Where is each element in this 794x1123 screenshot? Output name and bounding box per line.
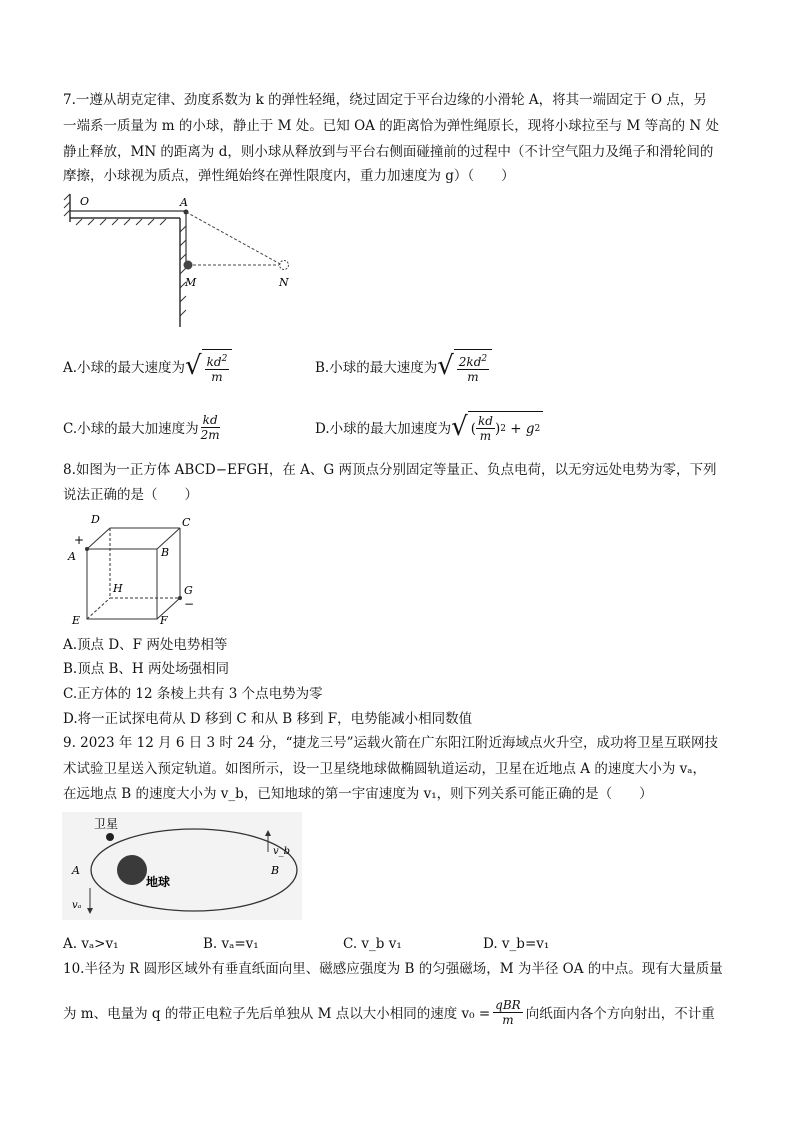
q8-label-G: G: [184, 584, 193, 597]
q8-option-d: D.将一正试探电荷从 D 移到 C 和从 B 移到 F，电势能减小相同数值: [63, 711, 473, 727]
q7-option-b-text: B.小球的最大速度为: [315, 360, 438, 376]
q8-label-D: D: [91, 513, 100, 526]
q8-option-a: A.顶点 D、F 两处电势相等: [63, 637, 228, 653]
q7-line-2: 一端系一质量为 m 的小球，静止于 M 处。已知 OA 的距离恰为弹性绳原长，现将小球拉至与 M 等高的 N 处: [63, 118, 719, 134]
q7-b-den: m: [467, 369, 479, 384]
q8-label-F: F: [160, 614, 168, 627]
q8-cube-figure: [62, 512, 202, 627]
q7-option-d-formula: √ ( $\frac{kd}{m}$ ) 2 + g 2: [451, 411, 543, 443]
q9-label-vb: v_b: [273, 846, 291, 857]
q8-label-A: A: [68, 550, 76, 563]
q7-option-c-text: C.小球的最大加速度为: [63, 421, 199, 437]
q7-option-a-text: A.小球的最大速度为: [63, 360, 186, 376]
q9-orbit-figure: [62, 812, 302, 920]
q8-label-plus: +: [74, 533, 85, 547]
q7-a-exp: 2: [221, 353, 228, 364]
q9-option-a: A. vₐ>v₁: [63, 936, 119, 952]
q7-label-N: N: [279, 276, 289, 289]
q7-a-num: kd: [206, 354, 222, 369]
q7-c-den: 2m: [200, 427, 220, 442]
q9-line-2: 术试验卫星送入预定轨道。如图所示，设一卫星绕地球做椭圆轨道运动，卫星在近地点 A 的速度大小为 vₐ，: [63, 761, 706, 777]
q8-label-E: E: [72, 614, 81, 627]
q7-option-b: [315, 344, 492, 388]
q7-a-den: m: [211, 369, 223, 384]
q7-option-d: [315, 405, 543, 449]
q9-label-A: A: [72, 864, 80, 877]
q7-option-b-formula: √ $\frac{2kd^2}{m}$: [437, 349, 492, 384]
q9-label-earth: 地球: [146, 875, 171, 889]
q9-label-va: vₐ: [72, 900, 82, 911]
q7-option-a-formula: √ $\frac{kd^2}{m}$: [185, 349, 232, 384]
q7-d-tail: + g: [510, 420, 535, 437]
q7-d-den: m: [479, 429, 492, 443]
q9-line-3: 在远地点 B 的速度大小为 v_b，已知地球的第一宇宙速度为 v₁，则下列关系可能正确的是（ ）: [63, 786, 653, 802]
q7-b-num: 2kd: [458, 354, 482, 369]
q8-option-b: B.顶点 B、H 两处场强相同: [63, 661, 229, 677]
q7-c-num: kd: [202, 412, 218, 427]
q10-v0-formula: [493, 998, 523, 1027]
q8-label-minus: −: [184, 597, 195, 611]
q8-label-C: C: [182, 516, 191, 529]
q10-line-2-post: 向纸面内各个方向射出，不计重: [525, 1006, 715, 1022]
q10-frac-den: m: [502, 1012, 514, 1027]
q10-line-2-pre: 为 m、电量为 q 的带正电粒子先后单独从 M 点以大小相同的速度 v₀ =: [63, 1006, 491, 1022]
q8-line-1: 8.如图为一正方体 ABCD−EFGH，在 A、G 两顶点分别固定等量正、负点电荷，以无穷远处电势为零，下列: [63, 462, 717, 478]
q7-figure: [62, 192, 312, 332]
q9-line-1: 9. 2023 年 12 月 6 日 3 时 24 分，“捷龙三号”运载火箭在广东阳江附近海域点火升空，成功将卫星互联网技: [63, 735, 718, 751]
q8-label-H: H: [113, 582, 123, 595]
q7-line-1: 7.一遵从胡克定律、劲度系数为 k 的弹性轻绳，绕过固定于平台边缘的小滑轮 A，将其一端固定于 O 点，另: [63, 92, 707, 108]
q8-option-c: C.正方体的 12 条棱上共有 3 个点电势为零: [63, 686, 323, 702]
q9-label-satellite: 卫星: [94, 817, 119, 831]
q7-option-c-formula: [199, 413, 222, 442]
q9-option-c: C. v_b v₁: [343, 936, 402, 952]
q9-option-d: D. v_b=v₁: [483, 936, 550, 952]
q7-b-exp: 2: [481, 353, 488, 364]
q7-option-a: [63, 344, 232, 388]
q7-label-O: O: [80, 195, 90, 208]
q7-line-4: 摩擦，小球视为质点，弹性绳始终在弹性限度内，重力加速度为 g）（ ）: [63, 168, 515, 184]
q10-frac-num: qBR: [495, 997, 521, 1012]
q8-label-B: B: [161, 546, 170, 559]
q7-label-A: A: [180, 196, 188, 209]
q9-label-B: B: [271, 864, 280, 877]
q8-line-2: 说法正确的是（ ）: [63, 487, 198, 503]
q9-option-b: B. vₐ=v₁: [203, 936, 259, 952]
q7-line-3: 静止释放，MN 的距离为 d，则小球从释放到与平台右侧面碰撞前的过程中（不计空气阻力及绳子和滑轮间的: [63, 144, 714, 160]
q7-d-num: kd: [478, 414, 493, 428]
q7-label-M: M: [185, 276, 197, 289]
q10-line-2: [63, 992, 715, 1032]
q10-line-1: 10.半径为 R 圆形区域外有垂直纸面向里、磁感应强度为 B 的匀强磁场，M 为半径 OA 的中点。现有大量质量: [63, 961, 723, 977]
q7-option-d-text: D.小球的最大加速度为: [315, 421, 452, 437]
q7-option-c: [63, 405, 222, 449]
